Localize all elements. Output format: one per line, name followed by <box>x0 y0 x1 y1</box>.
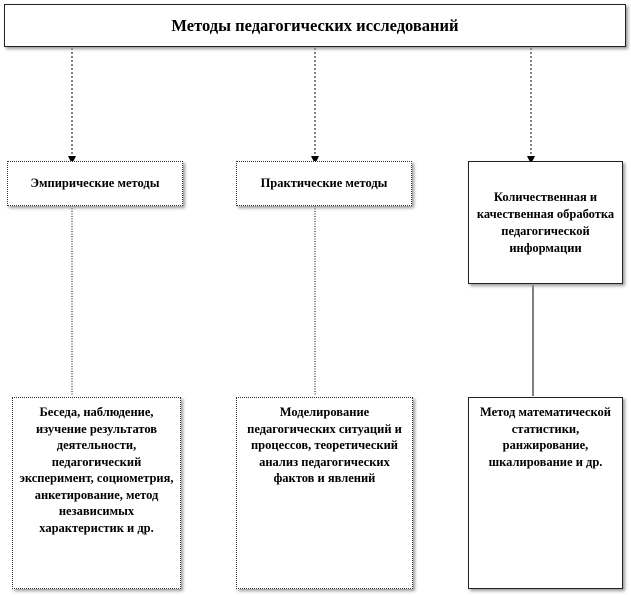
category-label-quantitative: Количественная и качественная обработка педагогической информации <box>476 189 615 255</box>
category-label-empirical: Эмпирические методы <box>30 176 160 190</box>
category-box-practical <box>236 161 412 206</box>
details-text-quantitative: Метод математической статистики, ранжирование, шкалирование и др. <box>479 405 612 469</box>
details-box-quantitative <box>468 397 623 589</box>
title-text: Методы педагогических исследований <box>171 15 459 35</box>
category-label-practical: Практические методы <box>260 176 388 190</box>
details-box-empirical <box>12 397 181 589</box>
category-box-quantitative <box>468 161 623 284</box>
details-box-practical <box>236 397 413 589</box>
category-box-empirical <box>7 161 183 206</box>
details-text-empirical: Беседа, наблюдение, изучение результатов деятельности, педагогический эксперимент, социометрия, анкетирование, метод независимых характеристик и др. <box>19 405 174 535</box>
details-text-practical: Моделирование педагогических ситуаций и процессов, теоретический анализ педагогических фактов и явлений <box>247 405 402 485</box>
title-box <box>4 4 626 47</box>
